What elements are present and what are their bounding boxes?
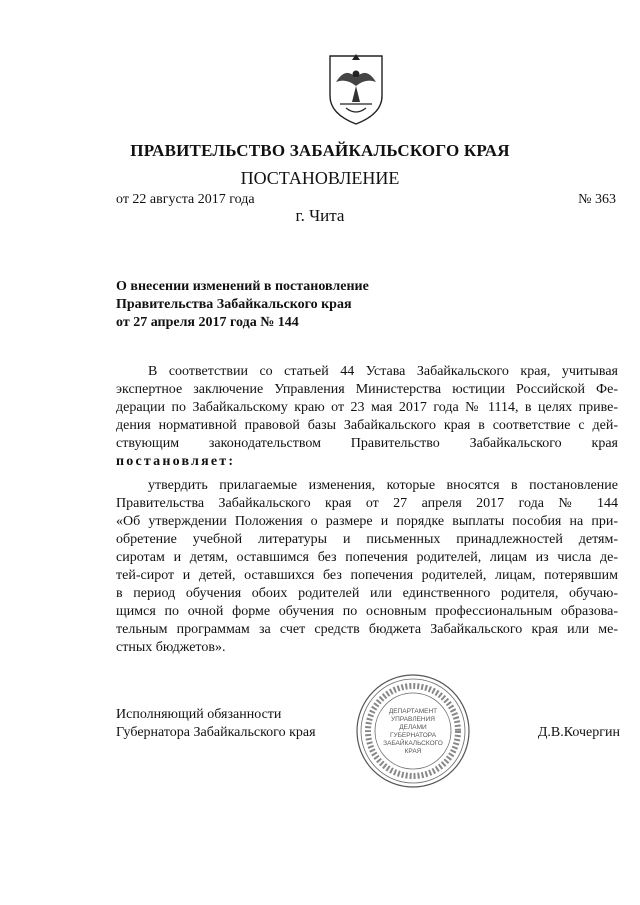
seal-text-line: ГУБЕРНАТОРА bbox=[389, 732, 437, 739]
paragraph-line: «Об утверждении Положения о размере и порядке выплаты пособия на при- bbox=[116, 514, 618, 529]
paragraph-line: щимся по очной форме обучения по основным профессиональным образова- bbox=[116, 604, 618, 619]
signatory-title: Губернатора Забайкальского края bbox=[116, 725, 316, 740]
seal-text-line: КРАЯ bbox=[404, 748, 422, 755]
document-city: г. Чита bbox=[295, 206, 345, 225]
seal-text-line: ДЕПАРТАМЕНТ bbox=[388, 708, 438, 715]
paragraph-line: обретение учебной литературы и письменных принадлежностей детям- bbox=[116, 532, 618, 547]
paragraph-line: утвердить прилагаемые изменения, которые вносятся в постановление bbox=[148, 478, 618, 493]
paragraph-line: дерации по Забайкальскому краю от 23 мая 2017 года № 1114, в целях приве- bbox=[116, 400, 618, 415]
seal-text-line: УПРАВЛЕНИЯ bbox=[391, 716, 435, 723]
seal-text-line: ДЕЛАМИ bbox=[399, 724, 427, 731]
paragraph-line: ствующим законодательством Правительство Забайкальского края bbox=[116, 436, 618, 451]
paragraph-line: в период обучения обоих родителей или единственного родителя, обучаю- bbox=[116, 586, 618, 601]
coat-of-arms-emblem bbox=[326, 52, 386, 126]
paragraph-line: тей-сирот и детей, оставшихся без попечения родителей, лицам, потерявшим bbox=[116, 568, 618, 583]
government-title: ПРАВИТЕЛЬСТВО ЗАБАЙКАЛЬСКОГО КРАЯ bbox=[130, 141, 510, 160]
official-seal-stamp bbox=[354, 672, 472, 790]
subject-line: Правительства Забайкальского края bbox=[116, 297, 352, 312]
document-number: № 363 bbox=[578, 192, 616, 207]
paragraph-line: сиротам и детям, оставшимся без попечения родителей, лицам из числа де- bbox=[116, 550, 618, 565]
paragraph-line: экспертное заключение Управления Министерства юстиции Российской Фе- bbox=[116, 382, 618, 397]
paragraph-line: В соответствии со статьей 44 Устава Забайкальского края, учитывая bbox=[148, 364, 618, 379]
subject-line: от 27 апреля 2017 года № 144 bbox=[116, 315, 299, 330]
paragraph-line: стных бюджетов». bbox=[116, 640, 226, 655]
signatory-title: Исполняющий обязанности bbox=[116, 707, 282, 722]
subject-line: О внесении изменений в постановление bbox=[116, 279, 369, 294]
decision-word: постановляет: bbox=[116, 454, 236, 469]
paragraph-line: Правительства Забайкальского края от 27 апреля 2017 года № 144 bbox=[116, 496, 618, 511]
document-date: от 22 августа 2017 года bbox=[116, 192, 255, 207]
paragraph-line: дения нормативной правовой базы Забайкальского края в соответствие с дей- bbox=[116, 418, 618, 433]
paragraph-line: тельным программам за счет средств бюджета Забайкальского края или ме- bbox=[116, 622, 618, 637]
document-type: ПОСТАНОВЛЕНИЕ bbox=[240, 168, 400, 188]
seal-text-line: ЗАБАЙКАЛЬСКОГО bbox=[383, 740, 443, 747]
signatory-name: Д.В.Кочергин bbox=[537, 725, 620, 740]
